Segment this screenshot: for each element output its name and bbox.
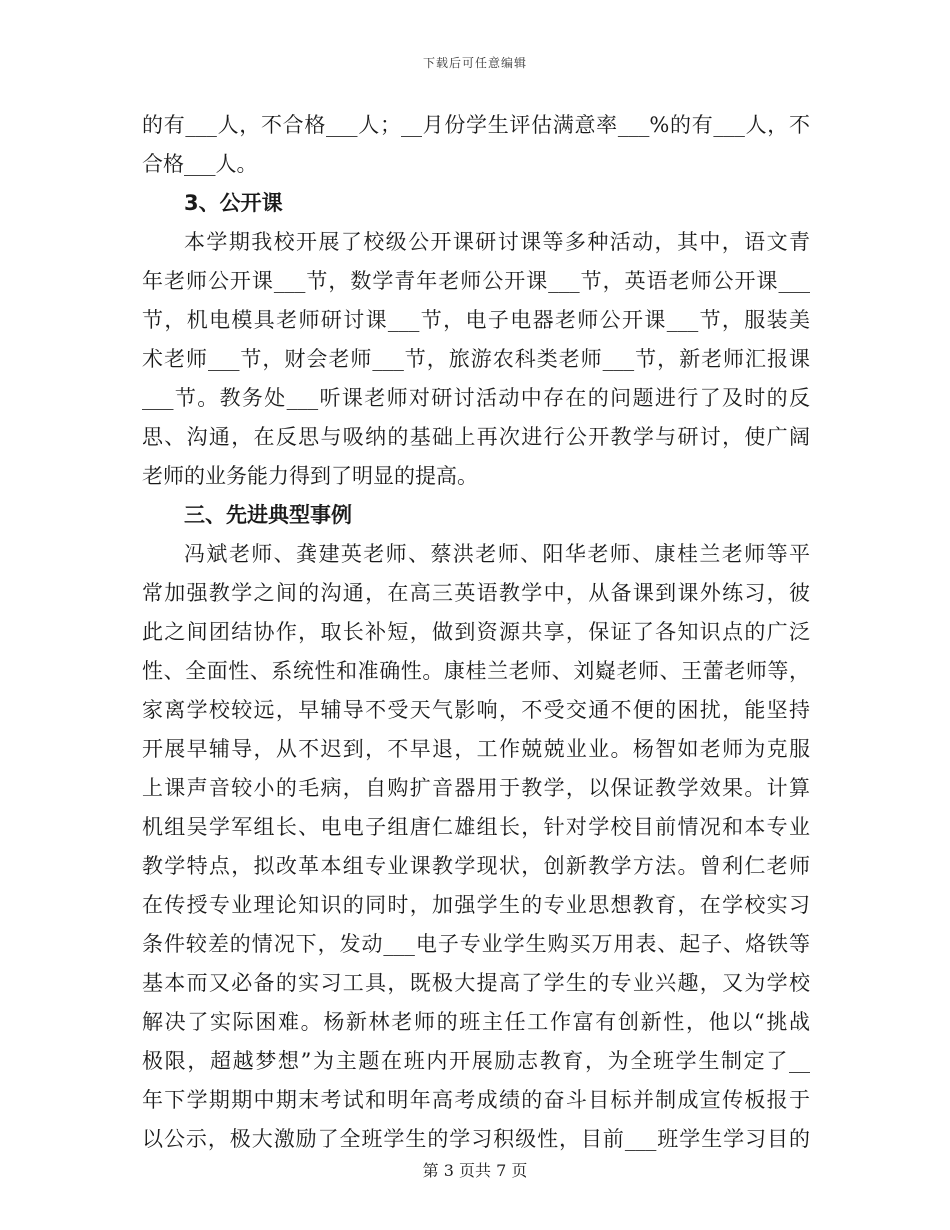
text-line: 合格___人。 bbox=[142, 152, 258, 176]
paragraph-grades-continued bbox=[142, 106, 810, 184]
text-line: ___节。教务处___听课老师对研讨活动中存在的问题进行了及时的反 bbox=[142, 386, 810, 410]
text-line: 极限，超越梦想”为主题在班内开展励志教育，为全班学生制定了__ bbox=[142, 1049, 810, 1073]
text-line: 常加强教学之间的沟通，在高三英语教学中，从备课到课外练习，彼 bbox=[142, 581, 810, 605]
paragraph-open-class bbox=[142, 223, 810, 496]
text-line: 以公示，极大激励了全班学生的学习积级性，目前___班学生学习目的 bbox=[142, 1127, 810, 1151]
page-header: 下载后可任意编辑 bbox=[422, 56, 527, 70]
document-body bbox=[142, 106, 810, 1159]
text-line: 在传授专业理论知识的同时，加强学生的专业思想教育，在学校实习 bbox=[142, 893, 810, 917]
text-line: 教学特点，拟改革本组专业课教学现状，创新教学方法。曾利仁老师 bbox=[142, 854, 810, 878]
section-heading-exemplary-cases: 三、先进典型事例 bbox=[184, 503, 352, 527]
text-line: 老师的业务能力得到了明显的提高。 bbox=[142, 464, 478, 488]
text-line: 节，机电模具老师研讨课___节，电子电器老师公开课___节，服装美 bbox=[142, 308, 810, 332]
text-line: 本学期我校开展了校级公开课研讨课等多种活动，其中，语文青 bbox=[184, 230, 810, 254]
text-line: 冯斌老师、龚建英老师、蔡洪老师、阳华老师、康桂兰老师等平 bbox=[184, 542, 810, 566]
text-line: 思、沟通，在反思与吸纳的基础上再次进行公开教学与研讨，使广阔 bbox=[142, 425, 810, 449]
text-line: 机组吴学军组长、电电子组唐仁雄组长，针对学校目前情况和本专业 bbox=[142, 815, 810, 839]
text-line: 年老师公开课___节，数学青年老师公开课___节，英语老师公开课___ bbox=[142, 269, 810, 293]
text-line: 上课声音较小的毛病，自购扩音器用于教学，以保证教学效果。计算 bbox=[142, 776, 810, 800]
section-heading-open-class: 3、公开课 bbox=[184, 191, 283, 215]
text-line: 基本而又必备的实习工具，既极大提高了学生的专业兴趣，又为学校 bbox=[142, 971, 810, 995]
text-line: 此之间团结协作，取长补短，做到资源共享，保证了各知识点的广泛 bbox=[142, 620, 810, 644]
text-line: 条件较差的情况下，发动___电子专业学生购买万用表、起子、烙铁等 bbox=[142, 932, 810, 956]
text-line: 术老师___节，财会老师___节，旅游农科类老师___节，新老师汇报课 bbox=[142, 347, 810, 371]
page-number: 第 3 页共 7 页 bbox=[422, 1161, 528, 1180]
text-line: 性、全面性、系统性和准确性。康桂兰老师、刘嶷老师、王蕾老师等， bbox=[142, 659, 810, 683]
text-line: 开展早辅导，从不迟到，不早退，工作兢兢业业。杨智如老师为克服 bbox=[142, 737, 810, 761]
text-line: 家离学校较远，早辅导不受天气影响，不受交通不便的困扰，能坚持 bbox=[142, 698, 810, 722]
text-line: 的有___人，不合格___人；__月份学生评估满意率___%的有___人，不 bbox=[142, 113, 810, 137]
text-line: 解决了实际困难。杨新林老师的班主任工作富有创新性，他以“挑战 bbox=[142, 1010, 810, 1034]
text-line: 年下学期期中期末考试和明年高考成绩的奋斗目标并制成宣传板报于 bbox=[142, 1088, 810, 1112]
paragraph-exemplary-cases bbox=[142, 535, 810, 1159]
